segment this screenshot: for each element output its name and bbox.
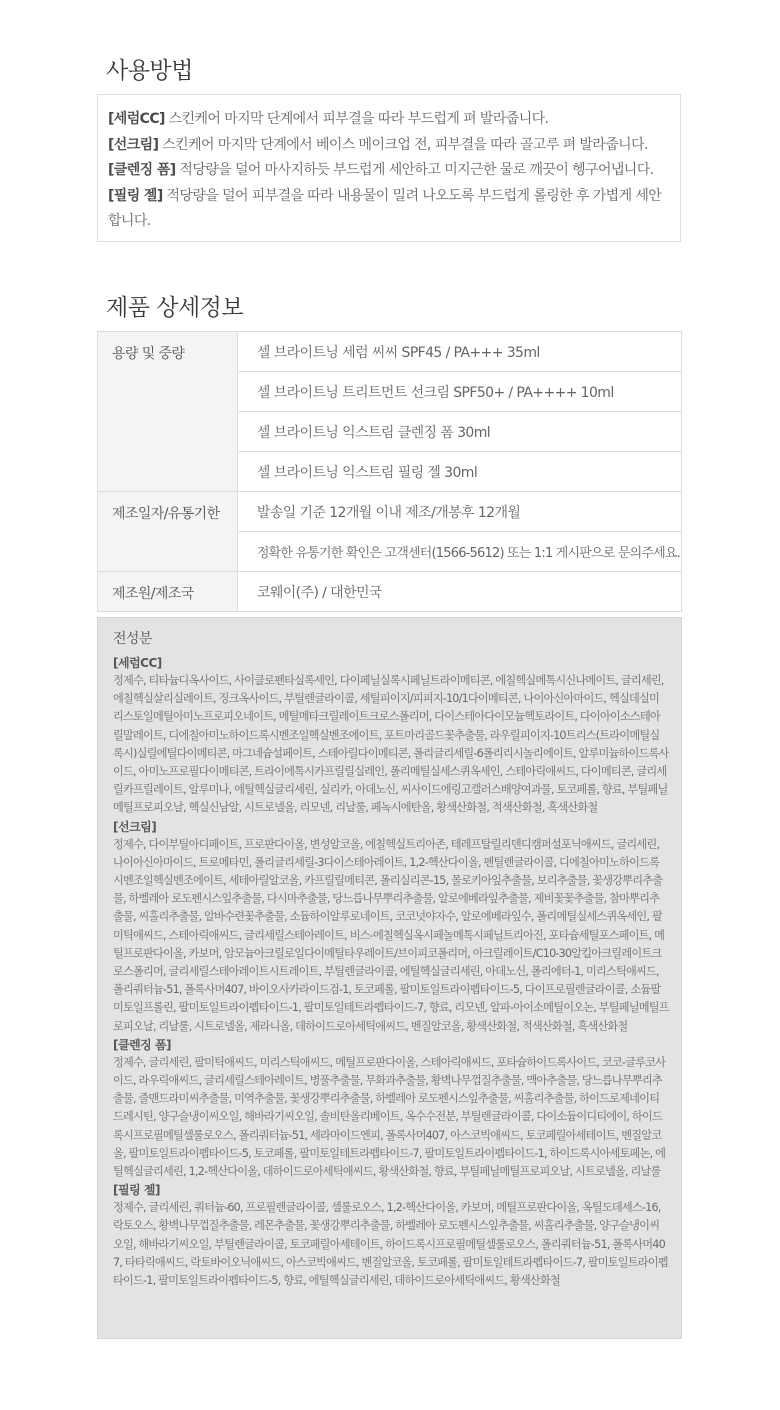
usage-tag: [세럼CC] — [108, 111, 165, 127]
ingredient-group-label: [세럼CC] — [113, 656, 162, 670]
ingredients-box — [97, 617, 682, 1339]
ingredient-group-text: 정제수, 다이부틸아디페이트, 프로판다이올, 변성알코올, 에칠헥실트리아존, 테레프탈릴리덴디캠퍼설포닉애씨드, 글리세린, 나이아신아마이드, 트로메타민, 폴리글리세릴-3다이스테아레이트, 1,2-헥산다이올, 펜틸렌글라이콜, 디에칠아미노하이드록시벤조일헥실벤조에이트, 세테아릴알코올, 카프릴릴메티콘, 폴리실리콘-15, 몰로키아잎추출물, 보리추출물, 꽃생강뿌리추출물, 하벨레아 로도펜시스잎추출물, 다시마추출물, 당느릅나무뿌리추출물, 알로에베라잎추출물, 제비꽃꽃추출물, 참마뿌리추출물, 씨홀리추출물, 알바수련꽃추출물, 소듐하이알루로네이트, 코코넛야자수, 알로에베라잎수, 폴리메틸실세스퀴옥세인, 팔미틱애씨드, 스테아릭애씨드, 글리세릴스테아레이트, 비스-에칠헥실옥시페놀메톡시페닐트리아진, 포타슘세틸포스페이트, 메틸프로판다이올, 카보머, 암모늄아크릴로일다이메틸타우레이트/브이피코폴리머, 아크릴레이트/C10-30알킬아크릴레이트크로스폴리머, 글리세릴스테아레이트시트레이트, 부틸렌글라이콜, 에틸헥실글리세린, 아데노신, 폴리에터-1, 미리스틱애씨드, 폴리쿼터늄-51, 폴록사머407, 바이오사카라이드검-1, 토코페롤, 팔미토일트라이펩타이드-5, 다이프로필렌글라이콜, 소듐팔미토일프롤린, 팔미토일트라이펩타이드-1, 팔미토일테트라펩타이드-7, 향료, 리모넨, 알파-아이소메틸이오논, 부틸페닐메틸프로피오날, 리날룰, 시트로넬올, 제라니올, 데하이드로아세틱애씨드, 벤질알코올, 황색산화철, 적색산화철, 흑색산화철 — [113, 837, 669, 1033]
table-row — [98, 492, 682, 532]
date-note: 정확한 유통기한 확인은 고객센터(1566-5612) 또는 1:1 게시판으로 문의주세요. — [237, 532, 681, 572]
usage-item-suncream — [108, 133, 670, 159]
usage-item-peeling — [108, 184, 668, 235]
usage-text: 스킨케어 마지막 단계에서 베이스 메이크업 전, 피부결을 따라 골고루 펴 발라줍니다. — [158, 136, 648, 153]
usage-item-cleansing — [108, 158, 670, 184]
ingredient-group-text: 정제수, 글리세린, 쿼터늄-60, 프로필렌글라이콜, 셀룰로오스, 1,2-헥산다이올, 카보머, 메틸프로판다이올, 옥틸도데세스-16, 락토오스, 황벽나무껍질추출물, 레몬추출물, 꽃생강뿌리추출물, 하벨레아 로도펜시스잎추출물, 씨홀리추출물, 양구슬냉이씨오일, 해바라기씨오일, 부틸렌글라이콜, 토코페릴아세테이트, 하이드록시프로필메틸셀룰로오스, 폴리쿼터늄-51, 폴록사머407, 타타릭애씨드, 락토바이오닉애씨드, 아스코빅애씨드, 벤질알코올, 토코페롤, 팔미토일테트라펩타이드-7, 팔미토일트라이펩타이드-1, 팔미토일트라이펩타이드-5, 향료, 에틸헥실글리세린, 데하이드로아세틱애씨드, 황색산화철 — [113, 1201, 668, 1288]
maker-label: 제조원/제조국 — [98, 572, 238, 612]
capacity-value: 셀 브라이트닝 익스트림 클렌징 폼 30ml — [237, 412, 681, 452]
ingredient-group-label: [선크림] — [113, 819, 157, 834]
ingredient-group-label: [클렌징 폼] — [113, 1037, 172, 1052]
ingredient-group-label: [필링 젤] — [113, 1183, 160, 1198]
usage-text: 스킨케어 마지막 단계에서 피부결을 따라 부드럽게 펴 발라줍니다. — [164, 111, 549, 127]
usage-tag: [클렌징 폼] — [108, 162, 176, 178]
usage-tag: [선크림] — [108, 136, 159, 153]
detail-table — [97, 331, 682, 612]
usage-item-serum — [108, 107, 670, 133]
ingredient-group-text: 정제수, 티타늄디옥사이드, 사이클로펜타실록세인, 다이페닐실록시페닐트라이메티콘, 에칠헥실메톡시신나메이트, 글리세린, 에칠헥실살리실레이트, 징크옥사이드, 부틸렌글라이콜, 세틸피이지/피피지-10/1다이메티콘, 나이아신아마이드, 헥실데실미리스토일메틸아미노프로피오네이트, 메틸메타크릴레이트크로스폴리머, 다이스테아다이모늄헥토라이트, 다이아이소스테아릴말레이트, 디에칠아미노하이드록시벤조일헥실벤조에이트, 포트마리골드꽃추출물, 라우릴피이지-10트리스(트라이메틸실록시)실릴에틸다이메티콘, 마그네슘설페이트, 스테아릴다이메티콘, 폴리글리세릴-6폴리리시놀리에이트, 알루미늄하이드록사이드, 아미노프로필다이메티콘, 트라이에톡시카프릴릴실레인, 폴리메틸실세스퀴옥세인, 스테아릭애씨드, 다이메티콘, 글리세릴카프릴레이트, 알루미나, 에틸헥실글리세린, 실리카, 아데노신, 씨사이드에링고캘러스배양여과물, 토코페롤, 향료, 부틸페닐메틸프로피오날, 헥실신남알, 시트로넬올, 리모넨, 리날룰, 페녹시에탄올, 황색산화철, 적색산화철, 흑색산화철 — [113, 674, 669, 815]
table-row — [98, 332, 682, 372]
capacity-value: 셀 브라이트닝 세럼 씨씨 SPF45 / PA+++ 35ml — [237, 332, 681, 372]
detail-title: 제품 상세정보 — [106, 295, 244, 321]
table-row — [98, 572, 682, 612]
usage-box — [97, 94, 681, 242]
maker-value: 코웨이(주) / 대한민국 — [237, 572, 681, 612]
ingredient-group-text: 정제수, 글리세린, 팔미틱애씨드, 미리스틱애씨드, 메틸프로판다이올, 스테아릭애씨드, 포타슘하이드록사이드, 코코-글루코사이드, 라우릭애씨드, 글리세릴스테아레이트, 병풀추출물, 무화과추출물, 황벽나무껍질추출물, 맥아추출물, 당느릅나무뿌리추출물, 줄맨드라미씨추출물, 미역추출물, 꽃생강뿌리추출물, 하벨레아 로도펜시스잎추출물, 씨홀리추출물, 하이드로제네이티드레시틴, 양구슬냉이씨오일, 해바라기씨오일, 솔비탄올리베이트, 옥수수전분, 부틸렌글라이콜, 다이소듐이디티에이, 하이드록시프로필메틸셀룰로오스, 폴리쿼터늄-51, 세라마이드엔피, 폴록사머407, 아스코빅애씨드, 토코페릴아세테이트, 벤질알코올, 팔미토일트라이펩타이드-5, 토코페롤, 팔미토일테트라펩타이드-7, 팔미토일트라이펩타이드-1, 하이드록시아세토페논, 에틸헥실글리세린, 1,2-헥산다이올, 데하이드로아세틱애씨드, 황색산화철, 향료, 부틸페닐메틸프로피오날, 시트로넬올, 리날룰 — [113, 1055, 666, 1179]
usage-tag: [필링 젤] — [108, 187, 163, 204]
date-value: 발송일 기준 12개월 이내 제조/개봉후 12개월 — [237, 492, 681, 532]
ingredients-title: 전성분 — [113, 631, 152, 647]
capacity-label: 용량 및 중량 — [98, 332, 238, 492]
date-label: 제조일자/유통기한 — [98, 492, 238, 572]
usage-title: 사용방법 — [106, 58, 193, 84]
capacity-value: 셀 브라이트닝 트리트먼트 선크림 SPF50+ / PA++++ 10ml — [237, 372, 681, 412]
usage-text: 적당량을 덜어 피부결을 따라 내용물이 밀려 나오도록 부드럽게 롤링한 후 가볍게 세안합니다. — [108, 187, 662, 229]
usage-text: 적당량을 덜어 마사지하듯 부드럽게 세안하고 미지근한 물로 깨끗이 헹구어냅니다. — [175, 162, 654, 178]
capacity-value: 셀 브라이트닝 익스트림 필링 젤 30ml — [237, 452, 681, 492]
